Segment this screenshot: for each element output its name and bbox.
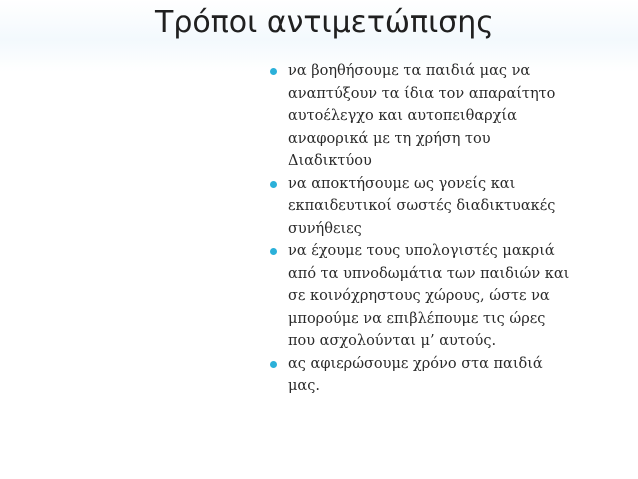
bullet-dot-icon — [270, 68, 277, 75]
bullet-item — [270, 240, 610, 353]
bullet-list — [270, 60, 610, 398]
bullet-item — [270, 60, 610, 173]
bullet-line: αναφορικά με τη χρήση του — [288, 130, 491, 147]
bullet-dot-icon — [270, 361, 277, 368]
bullet-line: αυτοέλεγχο και αυτοπειθαρχία — [288, 108, 517, 124]
bullet-line: μπορούμε να επιβλέπουμε τις ώρες — [288, 310, 546, 327]
bullet-line: από τα υπνοδωμάτια των παιδιών και — [288, 265, 570, 282]
bullet-line: μας. — [288, 378, 320, 394]
bullet-line: εκπαιδευτικοί σωστές διαδικτυακές — [288, 198, 556, 214]
slide-title: Τρόποι αντιμετώπισης — [155, 5, 494, 40]
bullet-line: που ασχολούνται μ’ αυτούς. — [288, 333, 497, 349]
bullet-dot-icon — [270, 248, 277, 255]
bullet-line: να έχουμε τους υπολογιστές μακριά — [288, 243, 555, 259]
bullet-line: να αποκτήσουμε ως γονείς και — [288, 175, 516, 192]
bullet-item — [270, 173, 610, 241]
bullet-line: ας αφιερώσουμε χρόνο στα παιδιά — [288, 355, 543, 372]
bullet-line: αναπτύξουν τα ίδια τον απαραίτητο — [288, 85, 556, 102]
bullet-dot-icon — [270, 181, 277, 188]
bullet-item — [270, 353, 610, 398]
bullet-line: συνήθειες — [288, 220, 362, 237]
bullet-line: Διαδικτύου — [288, 153, 372, 169]
bullet-line: σε κοινόχρηστους χώρους, ώστε να — [288, 288, 550, 304]
bullet-line: να βοηθήσουμε τα παιδιά μας να — [288, 63, 531, 79]
